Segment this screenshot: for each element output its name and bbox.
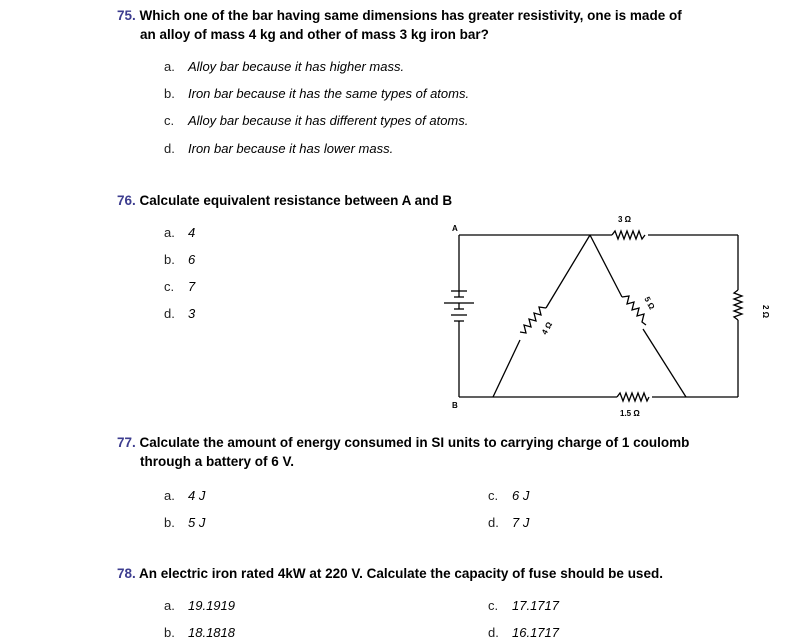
resistor-outer-label: 2 Ω — [761, 305, 770, 319]
option-75-d[interactable]: d. Iron bar because it has lower mass. — [164, 141, 394, 156]
resistor-left-label: 4 Ω — [540, 320, 555, 337]
question-number: 76. — [117, 193, 136, 208]
question-number: 77. — [117, 435, 136, 450]
question-75-line2: an alloy of mass 4 kg and other of mass 3 kg iron bar? — [140, 27, 489, 42]
label-a: A — [452, 224, 458, 233]
option-78-d[interactable]: d. 16.1717 — [488, 625, 559, 640]
question-text: Which one of the bar having same dimensions has greater resistivity, one is made of — [139, 8, 682, 23]
option-75-b[interactable]: b. Iron bar because it has the same types of atoms. — [164, 86, 470, 101]
resistor-right-label: 5 Ω — [642, 295, 657, 311]
option-76-c[interactable]: c. 7 — [164, 279, 196, 294]
option-75-a[interactable]: a. Alloy bar because it has higher mass. — [164, 59, 405, 74]
question-text: Calculate the amount of energy consumed in SI units to carrying charge of 1 coulomb — [139, 435, 690, 450]
question-text: Calculate equivalent resistance between A and B — [139, 193, 453, 208]
label-b: B — [452, 401, 458, 410]
question-76 — [117, 191, 452, 210]
option-77-d[interactable]: d. 7 J — [488, 515, 530, 530]
question-75 — [117, 6, 682, 25]
question-number: 75. — [117, 8, 136, 23]
resistor-bottom-label: 1.5 Ω — [620, 409, 640, 418]
question-77-line2: through a battery of 6 V. — [140, 454, 295, 469]
option-77-b[interactable]: b. 5 J — [164, 515, 206, 530]
option-78-a[interactable]: a. 19.1919 — [164, 598, 235, 613]
question-77 — [117, 433, 689, 452]
option-78-c[interactable]: c. 17.1717 — [488, 598, 559, 613]
question-78 — [117, 564, 663, 583]
option-76-b[interactable]: b. 6 — [164, 252, 196, 267]
option-76-d[interactable]: d. 3 — [164, 306, 196, 321]
resistor-top-label: 3 Ω — [618, 215, 632, 224]
question-text: An electric iron rated 4kW at 220 V. Calculate the capacity of fuse should be used. — [139, 566, 663, 581]
option-77-a[interactable]: a. 4 J — [164, 488, 206, 503]
option-76-a[interactable]: a. 4 — [164, 225, 196, 240]
option-78-b[interactable]: b. 18.1818 — [164, 625, 235, 640]
option-77-c[interactable]: c. 6 J — [488, 488, 530, 503]
option-75-c[interactable]: c. Alloy bar because it has different types of atoms. — [164, 113, 469, 128]
question-number: 78. — [117, 566, 136, 581]
